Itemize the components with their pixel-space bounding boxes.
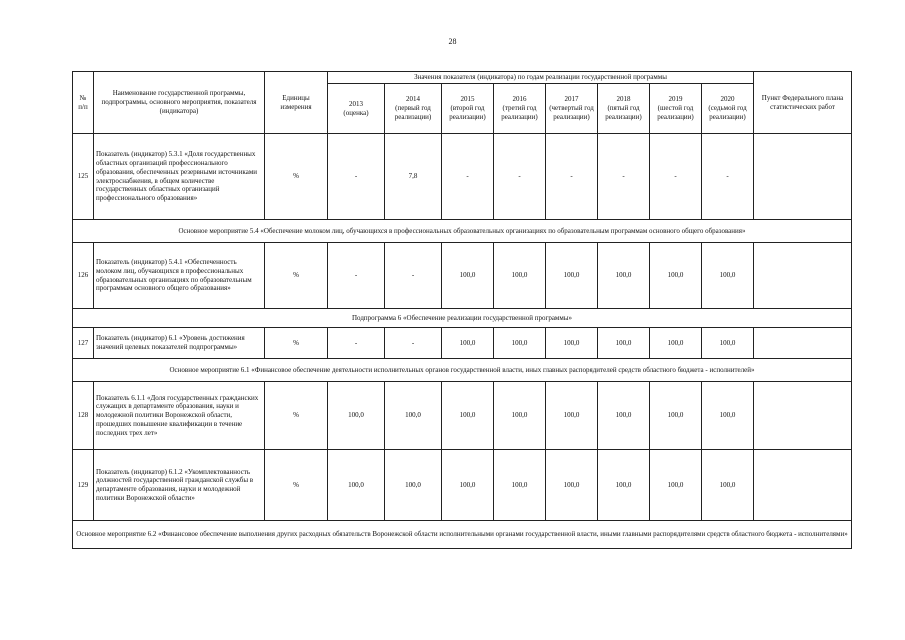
federal-plan-cell xyxy=(754,243,852,309)
row-number: 128 xyxy=(73,382,94,450)
section-row xyxy=(73,359,852,382)
indicator-unit: % xyxy=(265,382,328,450)
indicator-value: 100,0 xyxy=(442,382,494,450)
indicator-value: 100,0 xyxy=(650,382,702,450)
indicator-value: 100,0 xyxy=(546,328,598,359)
indicator-value: - xyxy=(385,328,442,359)
indicator-value: 100,0 xyxy=(328,450,385,521)
header-year: 2015 (второй год реализации) xyxy=(442,84,494,134)
indicator-value: 100,0 xyxy=(328,382,385,450)
indicator-value: 100,0 xyxy=(702,382,754,450)
section-row xyxy=(73,521,852,549)
indicator-value: - xyxy=(650,134,702,220)
indicator-value: 100,0 xyxy=(494,382,546,450)
federal-plan-cell xyxy=(754,134,852,220)
header-year: 2019 (шестой год реализации) xyxy=(650,84,702,134)
indicator-value: 100,0 xyxy=(598,382,650,450)
header-year: 2017 (четвертый год реализации) xyxy=(546,84,598,134)
indicator-value: 100,0 xyxy=(702,243,754,309)
indicator-value: 100,0 xyxy=(385,450,442,521)
table-row xyxy=(73,382,852,450)
indicator-value: 7,8 xyxy=(385,134,442,220)
header-year: 2018 (пятый год реализации) xyxy=(598,84,650,134)
header-year: 2014 (первый год реализации) xyxy=(385,84,442,134)
indicator-value: 100,0 xyxy=(494,450,546,521)
row-number: 129 xyxy=(73,450,94,521)
indicator-unit: % xyxy=(265,243,328,309)
table-row xyxy=(73,450,852,521)
subprogram-row xyxy=(73,309,852,328)
indicator-value: 100,0 xyxy=(494,243,546,309)
header-name: Наименование государственной программы, подпрограммы, основного мероприятия, показателя (индикатора) xyxy=(94,72,265,134)
indicator-name: Показатель (индикатор) 6.1 «Уровень достижения значений целевых показателей подпрограммы» xyxy=(94,328,265,359)
section-title: Основное мероприятие 5.4 «Обеспечение молоком лиц, обучающихся в профессиональных образовательных организациях по образовательным программам основного общего образования» xyxy=(73,220,852,243)
indicator-value: 100,0 xyxy=(598,243,650,309)
table-body xyxy=(73,134,852,549)
indicator-value: - xyxy=(598,134,650,220)
indicator-value: 100,0 xyxy=(442,450,494,521)
indicator-value: 100,0 xyxy=(598,328,650,359)
row-number: 125 xyxy=(73,134,94,220)
indicator-value: - xyxy=(546,134,598,220)
indicator-value: 100,0 xyxy=(702,450,754,521)
indicator-value: 100,0 xyxy=(598,450,650,521)
indicator-value: - xyxy=(328,328,385,359)
indicator-value: 100,0 xyxy=(546,450,598,521)
indicator-value: - xyxy=(328,134,385,220)
indicator-name: Показатель (индикатор) 6.1.2 «Укомплектованность должностей государственной гражданской службы в департаменте образования, науки и молодежной политики Воронежской области» xyxy=(94,450,265,521)
table-row xyxy=(73,243,852,309)
indicators-table xyxy=(72,71,852,549)
federal-plan-cell xyxy=(754,382,852,450)
table-header xyxy=(73,72,852,134)
table-row xyxy=(73,134,852,220)
indicator-value: 100,0 xyxy=(650,328,702,359)
row-number: 126 xyxy=(73,243,94,309)
indicator-name: Показатель (индикатор) 5.3.1 «Доля государственных областных организаций профессионального образования, обеспеченных резервными источниками электроснабжения, в общем количестве государственных областных организаций профессионального образования» xyxy=(94,134,265,220)
section-row xyxy=(73,220,852,243)
indicator-name: Показатель 6.1.1 «Доля государственных гражданских служащих в департаменте образования, науки и молодежной политики Воронежской области, прошедших повышение квалификации в течение последних трех лет» xyxy=(94,382,265,450)
header-units: Единицы измерения xyxy=(265,72,328,134)
header-year: 2013 (оценка) xyxy=(328,84,385,134)
federal-plan-cell xyxy=(754,450,852,521)
indicator-value: 100,0 xyxy=(442,328,494,359)
indicator-value: - xyxy=(328,243,385,309)
header-year: 2020 (седьмой год реализации) xyxy=(702,84,754,134)
indicator-value: 100,0 xyxy=(494,328,546,359)
indicator-value: 100,0 xyxy=(385,382,442,450)
indicator-value: 100,0 xyxy=(650,450,702,521)
indicator-value: - xyxy=(702,134,754,220)
indicator-value: 100,0 xyxy=(442,243,494,309)
header-federal: Пункт Федерального плана статистических работ xyxy=(754,72,852,134)
header-values-group: Значения показателя (индикатора) по годам реализации государственной программы xyxy=(328,72,754,84)
row-number: 127 xyxy=(73,328,94,359)
indicator-value: - xyxy=(442,134,494,220)
federal-plan-cell xyxy=(754,328,852,359)
indicator-value: - xyxy=(385,243,442,309)
page-number: 28 xyxy=(448,37,457,46)
table-row xyxy=(73,328,852,359)
indicator-unit: % xyxy=(265,450,328,521)
section-title: Основное мероприятие 6.1 «Финансовое обеспечение деятельности исполнительных органов государственной власти, иных главных распорядителей средств областного бюджета - исполнителей» xyxy=(73,359,852,382)
indicator-value: 100,0 xyxy=(650,243,702,309)
indicator-unit: % xyxy=(265,328,328,359)
indicator-value: 100,0 xyxy=(702,328,754,359)
indicator-name: Показатель (индикатор) 5.4.1 «Обеспеченность молоком лиц, обучающихся в профессиональных образовательных организациях по образовательным программам основного общего образования» xyxy=(94,243,265,309)
indicator-value: 100,0 xyxy=(546,243,598,309)
indicator-value: 100,0 xyxy=(546,382,598,450)
indicator-value: - xyxy=(494,134,546,220)
indicator-unit: % xyxy=(265,134,328,220)
section-title: Основное мероприятие 6.2 «Финансовое обеспечение выполнения других расходных обязательств Воронежской области исполнительными органами государственной власти, иными главными распорядителями средств областного бюджета - исполнителями» xyxy=(73,521,852,549)
header-num: № п/п xyxy=(73,72,94,134)
subprogram-title: Подпрограмма 6 «Обеспечение реализации государственной программы» xyxy=(73,309,852,328)
header-year: 2016 (третий год реализации) xyxy=(494,84,546,134)
